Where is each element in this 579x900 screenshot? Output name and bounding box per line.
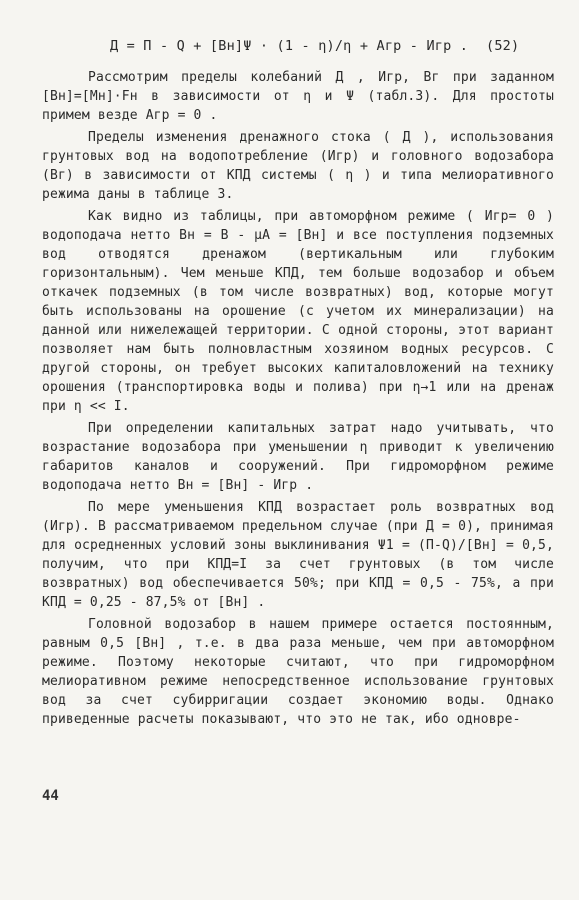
- paragraph-3: Как видно из таблицы, при автоморфном режиме ( Игр= 0 ) водоподача нетто Вн = В - μА = [Вн] и все поступления подземных вод отводятся дренажом (вертикальным или глубоким горизонтальным). Чем меньше КПД, тем больше водозабор и объем откачек подземных (в том числе возвратных) вод, которые могут быть использованы на орошение (с учетом их минерализации) на данной или нижележащей территории. С одной стороны, этот вариант позволяет нам быть полновластным хозяином водных ресурсов. С другой стороны, он требует высоких капиталовложений на технику орошения (транспортировка воды и полива) при η→1 или на дренаж при η << I.: [42, 209, 554, 414]
- body-text: [42, 68, 554, 732]
- paragraph-5: По мере уменьшения КПД возрастает роль возвратных вод (Игр). В рассматриваемом предельном случае (при Д = 0), принимая для осредненных условий зоны выклинивания Ψ1 = (П-Q)/[Вн] = 0,5, получим, что при КПД=I за счет грунтовых (в том числе возвратных) вод обеспечивается 50%; при КПД = 0,5 - 75%, а при КПД = 0,25 - 87,5% от [Вн] .: [42, 500, 554, 610]
- page-number: 44: [42, 788, 59, 804]
- formula-expression: Д = П - Q + [Вн]Ψ · (1 - η)/η + Aгр - Игр .: [110, 38, 469, 54]
- paragraph-6: Головной водозабор в нашем примере остается постоянным, равным 0,5 [Вн] , т.е. в два раза меньше, чем при автоморфном режиме. Поэтому некоторые считают, что при гидроморфном мелиоративном режиме непосредственное использование грунтовых вод за счет субирригации создает экономию воды. Однако приведенные расчеты показывают, что это не так, ибо одновре-: [42, 617, 554, 727]
- formula-52: [110, 38, 550, 54]
- paragraph-4: При определении капитальных затрат надо учитывать, что возрастание водозабора при уменьшении η приводит к увеличению габаритов каналов и сооружений. При гидроморфном режиме водоподача нетто Вн = [Вн] - Игр .: [42, 421, 554, 493]
- paragraph-2: Пределы изменения дренажного стока ( Д ), использования грунтовых вод на водопотребление (Игр) и головного водозабора (Вг) в зависимости от КПД системы ( η ) и типа мелиоративного режима даны в таблице 3.: [42, 130, 554, 202]
- paragraph-1: Рассмотрим пределы колебаний Д , Игр, Вг при заданном [Вн]=[Мн]·Fн в зависимости от η и Ψ (табл.3). Для простоты примем везде Aгр = 0 .: [42, 70, 554, 123]
- equation-number: (52): [486, 38, 520, 54]
